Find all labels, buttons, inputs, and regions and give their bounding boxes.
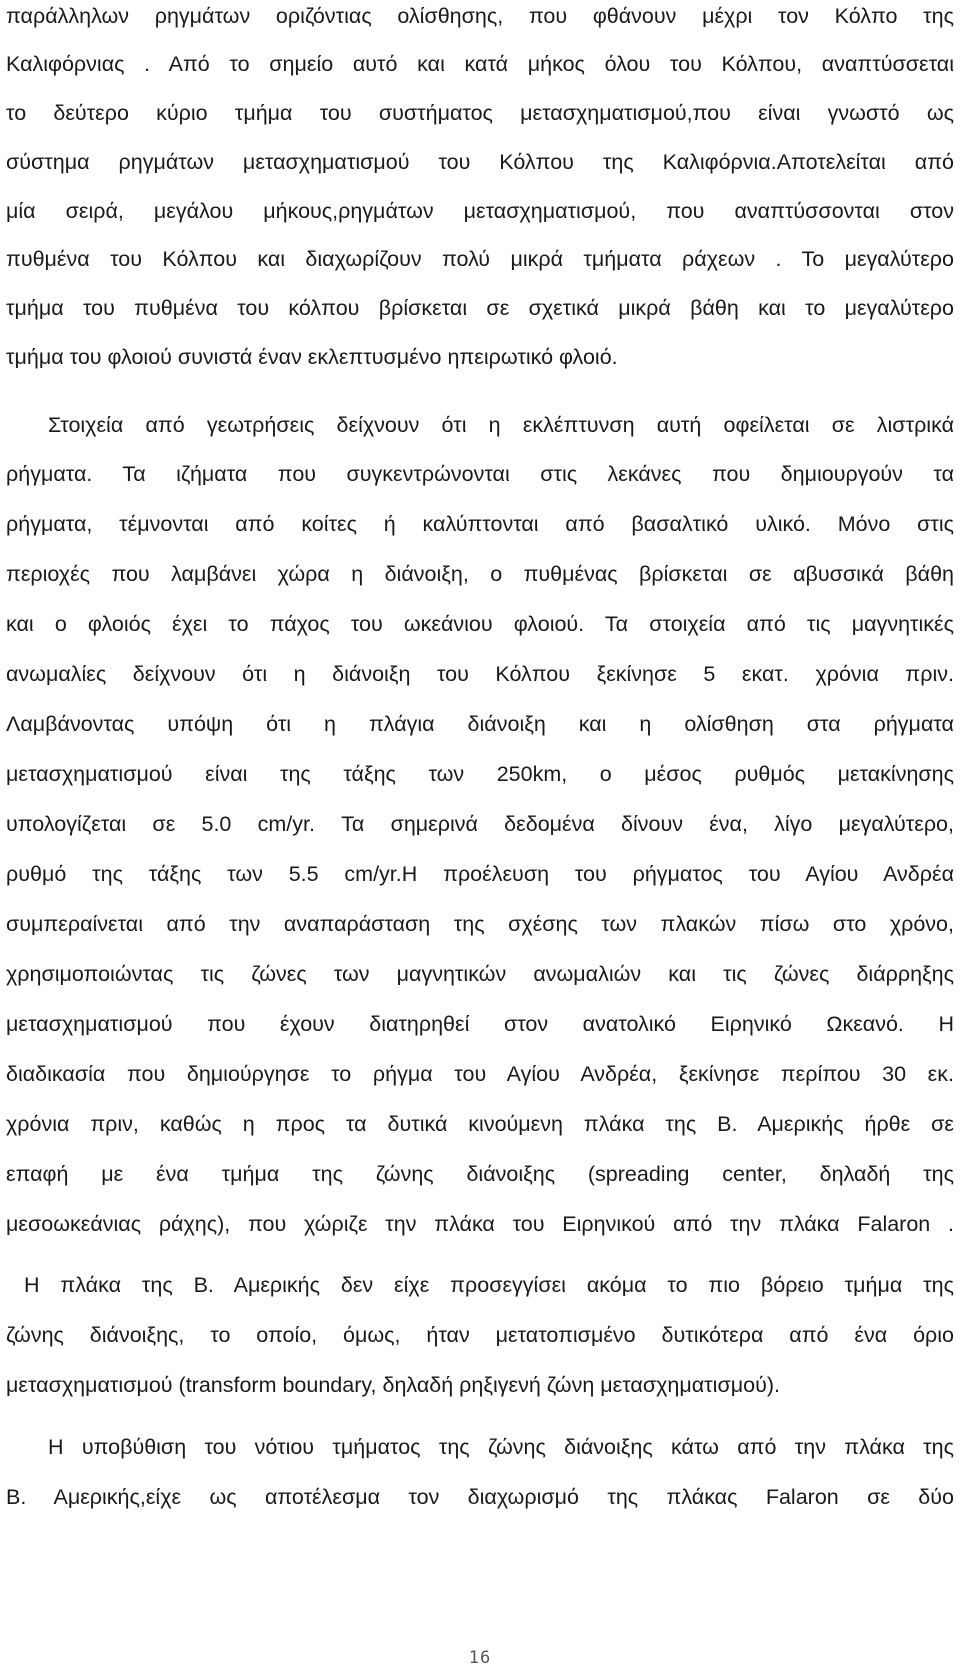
text-line: το δεύτερο κύριο τμήμα του συστήματος μετασχηματισμού,που είναι γνωστό ως: [6, 101, 954, 125]
text-line: περιοχές που λαμβάνει χώρα η διάνοιξη, ο πυθμένας βρίσκεται σε αβυσσικά βάθη: [6, 562, 954, 586]
text-line: επαφή με ένα τμήμα της ζώνης διάνοιξης (spreading center, δηλαδή της: [6, 1162, 954, 1186]
text-line: μετασχηματισμού (transform boundary, δηλαδή ρηξιγενή ζώνη μετασχηματισμού).: [6, 1373, 780, 1397]
text-line: Λαμβάνοντας υπόψη ότι η πλάγια διάνοιξη και η ολίσθηση στα ρήγματα: [6, 712, 954, 736]
text-line: σύστημα ρηγμάτων μετασχηματισμού του Κόλπου της Καλιφόρνια.Αποτελείται από: [6, 150, 954, 174]
text-line: ρυθμό της τάξης των 5.5 cm/yr.Η προέλευση του ρήγματος του Αγίου Ανδρέα: [6, 862, 954, 886]
page-number: 16: [468, 1648, 492, 1668]
text-line: Β. Αμερικής,είχε ως αποτέλεσμα τον διαχωρισμό της πλάκας Falaron σε δύο: [6, 1485, 954, 1509]
text-line: μετασχηματισμού που έχουν διατηρηθεί στον ανατολικό Ειρηνικό Ωκεανό. Η: [6, 1012, 954, 1036]
text-line: παράλληλων ρηγμάτων οριζόντιας ολίσθησης, που φθάνουν μέχρι τον Κόλπο της: [6, 4, 954, 28]
text-line: Καλιφόρνιας . Από το σημείο αυτό και κατά μήκος όλου του Κόλπου, αναπτύσσεται: [6, 52, 954, 76]
paragraph-first-line: Η υποβύθιση του νότιου τμήματος της ζώνης διάνοιξης κάτω από την πλάκα της: [48, 1435, 954, 1459]
text-line: τμήμα του φλοιού συνιστά έναν εκλεπτυσμένο ηπειρωτικό φλοιό.: [6, 345, 618, 369]
text-line: μεσοωκεάνιας ράχης), που χώριζε την πλάκα του Ειρηνικού από την πλάκα Falaron .: [6, 1212, 954, 1236]
text-line: ανωμαλίες δείχνουν ότι η διάνοιξη του Κόλπου ξεκίνησε 5 εκατ. χρόνια πριν.: [6, 662, 954, 686]
text-line: διαδικασία που δημιούργησε το ρήγμα του Αγίου Ανδρέα, ξεκίνησε περίπου 30 εκ.: [6, 1062, 954, 1086]
text-line: χρόνια πριν, καθώς η προς τα δυτικά κινούμενη πλάκα της Β. Αμερικής ήρθε σε: [6, 1112, 954, 1136]
text-line: πυθμένα του Κόλπου και διαχωρίζουν πολύ μικρά τμήματα ράχεων . Το μεγαλύτερο: [6, 247, 954, 271]
text-line: μετασχηματισμού είναι της τάξης των 250km, ο μέσος ρυθμός μετακίνησης: [6, 762, 954, 786]
paragraph-first-line: Η πλάκα της Β. Αμερικής δεν είχε προσεγγίσει ακόμα το πιο βόρειο τμήμα της: [24, 1273, 954, 1297]
text-line: ρήγματα, τέμνονται από κοίτες ή καλύπτονται από βασαλτικό υλικό. Μόνο στις: [6, 512, 954, 536]
text-line: συμπεραίνεται από την αναπαράσταση της σχέσης των πλακών πίσω στο χρόνο,: [6, 912, 954, 936]
text-line: μία σειρά, μεγάλου μήκους,ρηγμάτων μετασχηματισμού, που αναπτύσσονται στον: [6, 199, 954, 223]
text-line: ρήγματα. Τα ιζήματα που συγκεντρώνονται στις λεκάνες που δημιουργούν τα: [6, 462, 954, 486]
paragraph-first-line: Στοιχεία από γεωτρήσεις δείχνουν ότι η εκλέπτυνση αυτή οφείλεται σε λιστρικά: [48, 413, 954, 437]
text-line: και ο φλοιός έχει το πάχος του ωκεάνιου φλοιού. Τα στοιχεία από τις μαγνητικές: [6, 612, 954, 636]
text-line: ζώνης διάνοιξης, το οποίο, όμως, ήταν μετατοπισμένο δυτικότερα από ένα όριο: [6, 1323, 954, 1347]
text-line: τμήμα του πυθμένα του κόλπου βρίσκεται σε σχετικά μικρά βάθη και το μεγαλύτερο: [6, 296, 954, 320]
text-line: χρησιμοποιώντας τις ζώνες των μαγνητικών ανωμαλιών και τις ζώνες διάρρηξης: [6, 962, 954, 986]
text-line: υπολογίζεται σε 5.0 cm/yr. Τα σημερινά δεδομένα δίνουν ένα, λίγο μεγαλύτερο,: [6, 812, 954, 836]
